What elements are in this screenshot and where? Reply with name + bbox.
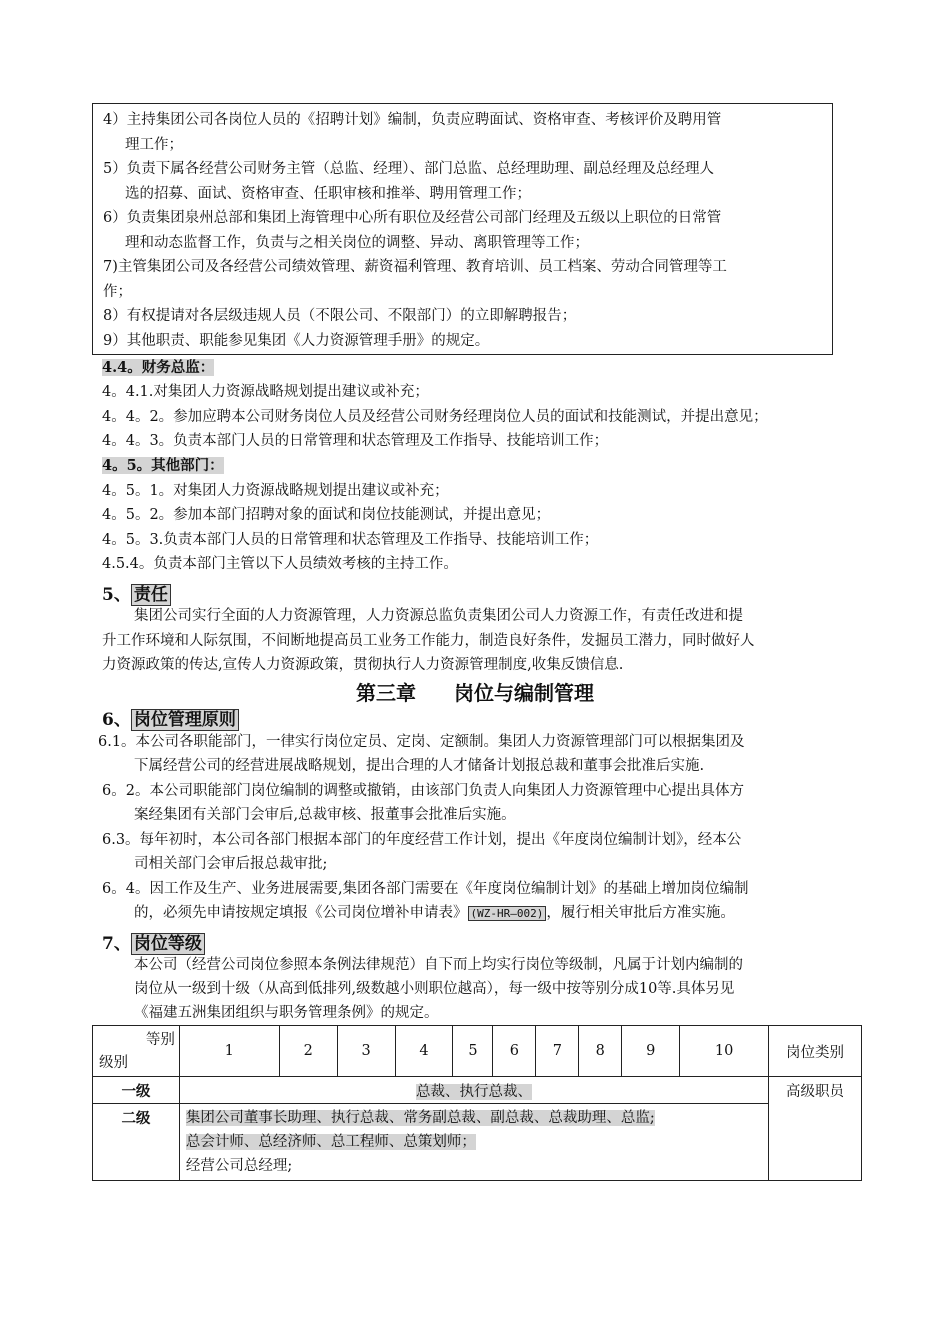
section-4-5-item: 4.5.4。负责本部门主管以下人员绩效考核的主持工作。 (102, 556, 458, 572)
grade-row (93, 1077, 862, 1104)
section-5-number: 5、 (102, 585, 131, 605)
category-cell: 高级职员 (769, 1077, 862, 1181)
level-content-text: 经营公司总经理; (185, 1158, 293, 1174)
section-7-number: 7、 (102, 934, 131, 954)
grade-header-cell: 7 (536, 1026, 579, 1077)
box-line: 理和动态监督工作，负责与之相关岗位的调整、异动、离职管理等工作； (125, 234, 589, 251)
level-cell: 一级 (93, 1077, 180, 1104)
level-cell: 二级 (93, 1104, 180, 1181)
box-line: 7)主管集团公司及各经营公司绩效管理、薪资福利管理、教育培训、员工档案、劳动合同管理等工 (103, 259, 727, 275)
grade-header-cell: 8 (579, 1026, 622, 1077)
grade-corner-cell (93, 1026, 180, 1077)
grade-header-cell: 3 (337, 1026, 395, 1077)
grade-header-cell: 4 (395, 1026, 453, 1077)
section-6-line: 司相关部门会审后报总裁审批; (134, 856, 328, 872)
chapter-title (0, 677, 950, 706)
section-6-heading (102, 705, 239, 730)
grade-header-row (93, 1026, 862, 1077)
chapter-number: 第三章 (356, 681, 416, 705)
section-5-line: 力资源政策的传达,宣传人力资源政策，贯彻执行人力资源管理制度,收集反馈信息. (102, 657, 624, 673)
section-4-5-item: 4。5。1。对集团人力资源战略规划提出建议或补充； (102, 483, 449, 499)
chapter-name: 岗位与编制管理 (454, 681, 594, 705)
level-content-text: 总裁、执行总裁、 (415, 1083, 532, 1100)
section-7-line: 本公司（经营公司岗位参照本条例法律规范）自下而上均实行岗位等级制，凡属于计划内编制的 (134, 957, 743, 973)
box-line: 5）负责下属各经营公司财务主管（总监、经理）、部门总监、总经理助理、副总经理及总经理人 (103, 161, 714, 177)
level-content-cell (179, 1104, 768, 1181)
section-4-4-item: 4。4.1.对集团人力资源战略规划提出建议或补充； (102, 384, 429, 400)
section-6-line-text: 的，必须先申请按规定填报《公司岗位增补申请表》 (134, 905, 468, 921)
section-7-line: 《福建五洲集团组织与职务管理条例》的规定。 (134, 1005, 439, 1021)
corner-top-label: 等别 (145, 1032, 175, 1048)
grade-table (92, 1025, 862, 1181)
grade-header-cell: 2 (279, 1026, 337, 1077)
section-6-number: 6、 (102, 710, 131, 730)
section-5-line: 集团公司实行全面的人力资源管理，人力资源总监负责集团公司人力资源工作，有责任改进和提 (134, 608, 743, 624)
grade-row (93, 1104, 862, 1181)
section-6-line: 6。2。本公司职能部门岗位编制的调整或撤销，由该部门负责人向集团人力资源管理中心提出具体方 (102, 783, 744, 799)
section-4-5-label: 4。5。其他部门： (102, 457, 224, 474)
grade-header-cell: 10 (680, 1026, 769, 1077)
section-6-line (134, 901, 735, 927)
section-6-title: 岗位管理原则 (131, 709, 239, 731)
grade-header-cell: 6 (493, 1026, 536, 1077)
section-4-5-title (102, 454, 224, 479)
section-6-line-tail: ，履行相关审批后方准实施。 (546, 905, 735, 921)
section-6-line: 6.1。本公司各职能部门，一律实行岗位定员、定岗、定额制。集团人力资源管理部门可以根据集团及 (98, 734, 745, 750)
form-code: (WZ-HR—002) (468, 906, 547, 921)
section-7-title: 岗位等级 (131, 933, 205, 955)
section-5-title: 责任 (131, 584, 171, 606)
section-4-5-item: 4。5。3.负责本部门人员的日常管理和状态管理及工作指导、技能培训工作； (102, 532, 599, 548)
category-header-cell: 岗位类别 (769, 1026, 862, 1077)
box-line: 9）其他职责、职能参见集团《人力资源管理手册》的规定。 (103, 332, 490, 349)
box-line: 4）主持集团公司各岗位人员的《招聘计划》编制，负责应聘面试、资格审查、考核评价及聘用管 (103, 112, 722, 128)
section-5-line: 升工作环境和人际氛围，不间断地提高员工业务工作能力，制造良好条件，发掘员工潜力，同时做好人 (102, 633, 755, 649)
section-7-line: 岗位从一级到十级（从高到低排列,级数越小则职位越高），每一级中按等别分成10等.具体另见 (134, 981, 735, 997)
section-6-line: 下属经营公司的经营进展战略规划，提出合理的人才储备计划报总裁和董事会批准后实施. (134, 758, 705, 774)
level-content-cell (179, 1077, 768, 1104)
section-4-4-item: 4。4。2。参加应聘本公司财务岗位人员及经营公司财务经理岗位人员的面试和技能测试，并提出意见； (102, 409, 768, 425)
level-content-text: 总会计师、总经济师、总工程师、总策划师； (185, 1134, 476, 1150)
corner-bottom-label: 级别 (99, 1055, 128, 1071)
section-4-4-title (102, 356, 214, 381)
section-4-5-item: 4。5。2。参加本部门招聘对象的面试和岗位技能测试，并提出意见； (102, 507, 551, 523)
box-line: 选的招募、面试、资格审查、任职审核和推举、聘用管理工作； (125, 185, 531, 202)
section-4-4-label: 4.4。财务总监： (102, 359, 215, 376)
section-7-heading (102, 929, 205, 954)
section-6-line: 案经集团有关部门会审后,总裁审核、报董事会批准后实施。 (134, 807, 516, 823)
box-line: 6）负责集团泉州总部和集团上海管理中心所有职位及经营公司部门经理及五级以上职位的日常管 (103, 210, 722, 226)
grade-header-cell: 1 (179, 1026, 279, 1077)
grade-header-cell: 5 (453, 1026, 493, 1077)
grade-header-cell: 9 (622, 1026, 680, 1077)
section-6-line: 6。4。因工作及生产、业务进展需要,集团各部门需要在《年度岗位编制计划》的基础上增加岗位编制 (102, 881, 749, 897)
box-line: 作； (103, 283, 132, 300)
level-content-text: 集团公司董事长助理、执行总裁、常务副总裁、副总裁、总裁助理、总监; (185, 1110, 655, 1126)
section-4-4-item: 4。4。3。负责本部门人员的日常管理和状态管理及工作指导、技能培训工作； (102, 433, 609, 449)
section-5-heading (102, 580, 171, 605)
box-line: 理工作； (125, 136, 183, 153)
section-6-line: 6.3。每年初时，本公司各部门根据本部门的年度经营工作计划，提出《年度岗位编制计划》，经本公 (102, 832, 742, 848)
duty-list-box (92, 103, 833, 355)
box-line: 8）有权提请对各层级违规人员（不限公司、不限部门）的立即解聘报告； (103, 308, 577, 324)
